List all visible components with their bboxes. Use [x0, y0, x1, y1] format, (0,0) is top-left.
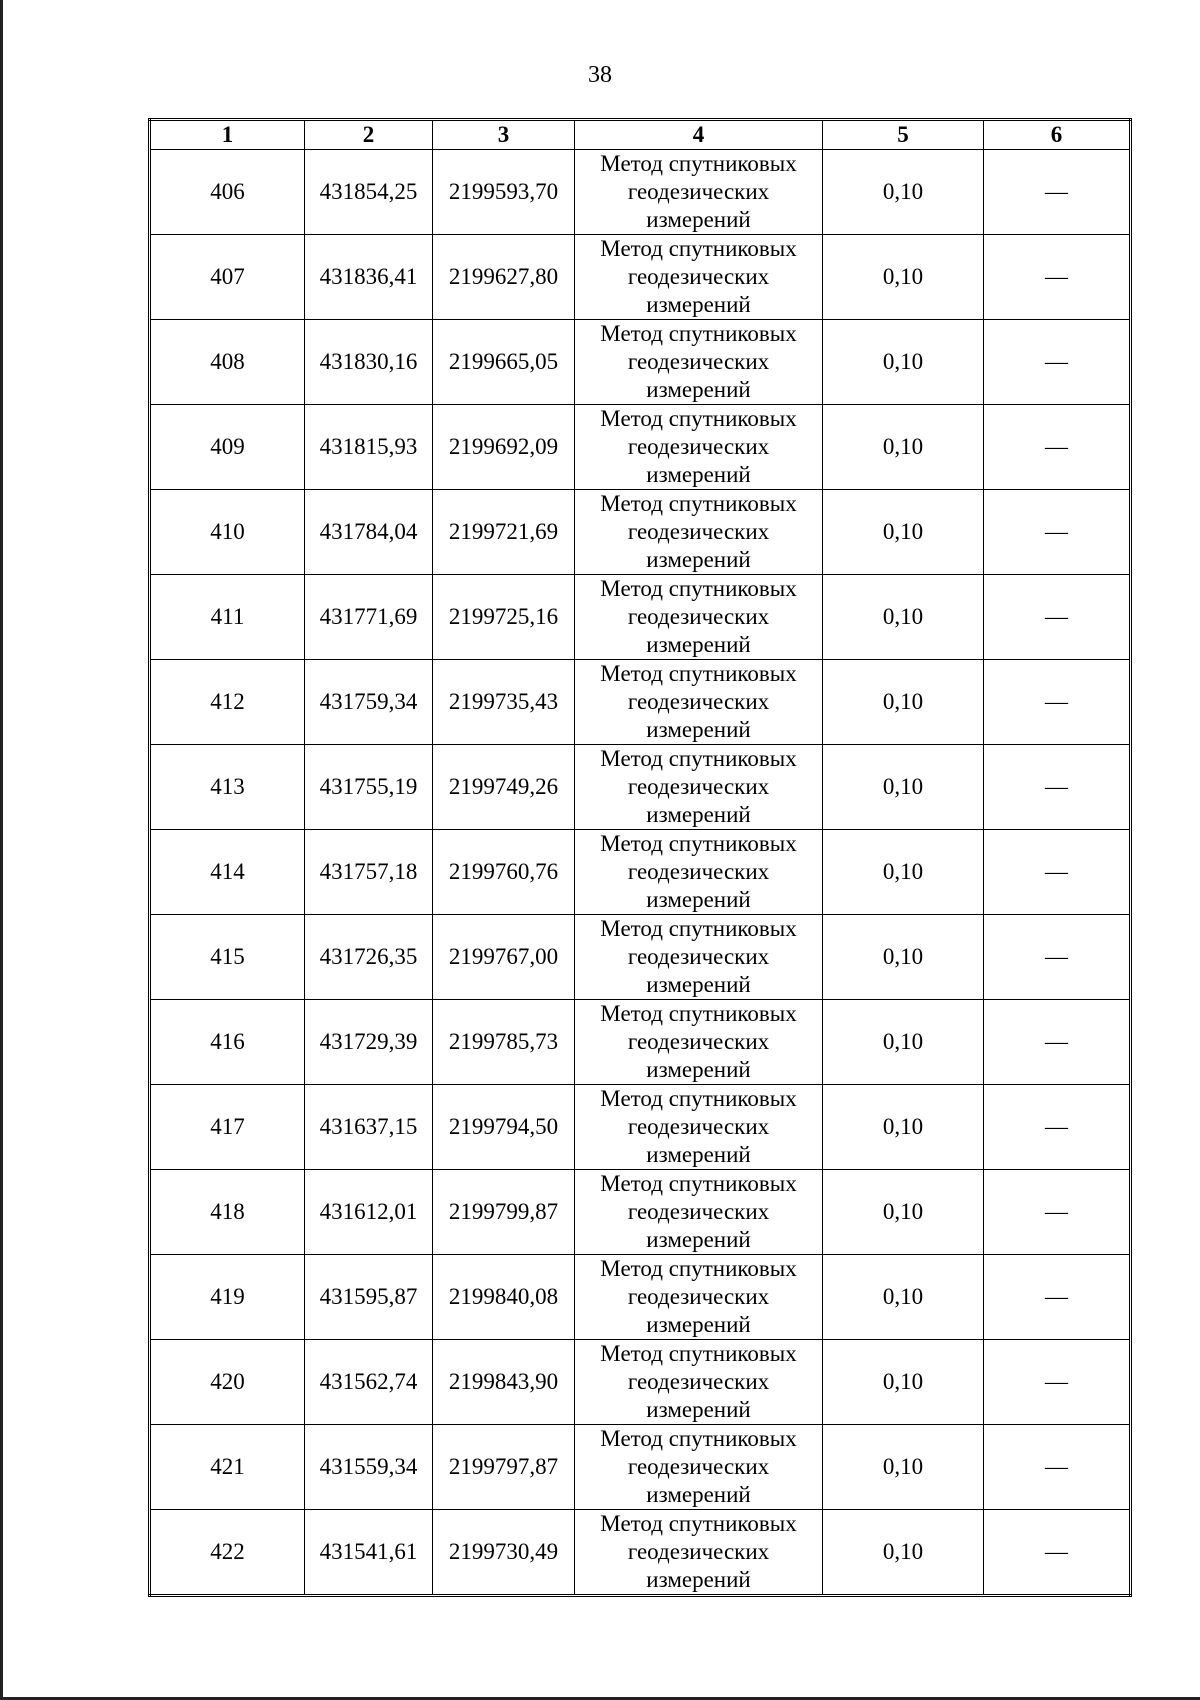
- table-row: [150, 660, 1131, 745]
- accuracy-cell: 0,10: [823, 830, 984, 915]
- table-row: [150, 235, 1131, 320]
- y-coordinate-cell: 2199843,90: [433, 1340, 575, 1425]
- table-row: [150, 1425, 1131, 1510]
- method-line: геодезических: [627, 1539, 770, 1564]
- method-line: Метод спутниковых: [600, 1511, 797, 1536]
- accuracy-cell: 0,10: [823, 745, 984, 830]
- x-coordinate-cell: 431726,35: [305, 915, 433, 1000]
- table-row: [150, 490, 1131, 575]
- method-line: Метод спутниковых: [600, 1001, 797, 1026]
- method-line: измерений: [646, 632, 751, 657]
- accuracy-cell: 0,10: [823, 405, 984, 490]
- method-line: Метод спутниковых: [600, 831, 797, 856]
- point-number-cell: 412: [150, 660, 305, 745]
- column-header: 2: [305, 120, 433, 150]
- method-line: геодезических: [627, 859, 770, 884]
- x-coordinate-cell: 431854,25: [305, 150, 433, 235]
- x-coordinate-cell: 431784,04: [305, 490, 433, 575]
- method-line: измерений: [646, 1142, 751, 1167]
- note-cell: —: [984, 320, 1131, 405]
- point-number-cell: 417: [150, 1085, 305, 1170]
- method-line: измерений: [646, 377, 751, 402]
- method-line: измерений: [646, 207, 751, 232]
- x-coordinate-cell: 431595,87: [305, 1255, 433, 1340]
- point-number-cell: 420: [150, 1340, 305, 1425]
- method-cell: [575, 1340, 823, 1425]
- method-line: измерений: [646, 1057, 751, 1082]
- y-coordinate-cell: 2199797,87: [433, 1425, 575, 1510]
- accuracy-cell: 0,10: [823, 1255, 984, 1340]
- note-cell: —: [984, 235, 1131, 320]
- method-line: Метод спутниковых: [600, 1341, 797, 1366]
- method-line: Метод спутниковых: [600, 1426, 797, 1451]
- method-line: геодезических: [627, 519, 770, 544]
- table-row: [150, 915, 1131, 1000]
- method-line: Метод спутниковых: [600, 321, 797, 346]
- method-line: геодезических: [627, 1369, 770, 1394]
- y-coordinate-cell: 2199725,16: [433, 575, 575, 660]
- x-coordinate-cell: 431771,69: [305, 575, 433, 660]
- method-cell: [575, 1000, 823, 1085]
- point-number-cell: 413: [150, 745, 305, 830]
- note-cell: —: [984, 150, 1131, 235]
- point-number-cell: 418: [150, 1170, 305, 1255]
- accuracy-cell: 0,10: [823, 915, 984, 1000]
- column-header: 5: [823, 120, 984, 150]
- note-cell: —: [984, 1255, 1131, 1340]
- note-cell: —: [984, 1425, 1131, 1510]
- page-edge-left: [0, 0, 3, 1700]
- table-row: [150, 1340, 1131, 1425]
- method-line: геодезических: [627, 264, 770, 289]
- method-line: измерений: [646, 292, 751, 317]
- accuracy-cell: 0,10: [823, 1085, 984, 1170]
- y-coordinate-cell: 2199767,00: [433, 915, 575, 1000]
- method-line: измерений: [646, 462, 751, 487]
- method-line: измерений: [646, 1227, 751, 1252]
- method-cell: [575, 320, 823, 405]
- column-header: 6: [984, 120, 1131, 150]
- method-cell: [575, 575, 823, 660]
- table-row: [150, 405, 1131, 490]
- y-coordinate-cell: 2199665,05: [433, 320, 575, 405]
- y-coordinate-cell: 2199760,76: [433, 830, 575, 915]
- method-line: измерений: [646, 1482, 751, 1507]
- method-cell: [575, 1170, 823, 1255]
- method-line: Метод спутниковых: [600, 661, 797, 686]
- method-cell: [575, 405, 823, 490]
- note-cell: —: [984, 575, 1131, 660]
- column-header: 3: [433, 120, 575, 150]
- method-cell: [575, 830, 823, 915]
- page-number: 38: [588, 62, 612, 88]
- note-cell: —: [984, 490, 1131, 575]
- method-line: геодезических: [627, 604, 770, 629]
- note-cell: —: [984, 1085, 1131, 1170]
- method-cell: [575, 660, 823, 745]
- x-coordinate-cell: 431830,16: [305, 320, 433, 405]
- x-coordinate-cell: 431729,39: [305, 1000, 433, 1085]
- y-coordinate-cell: 2199692,09: [433, 405, 575, 490]
- y-coordinate-cell: 2199799,87: [433, 1170, 575, 1255]
- y-coordinate-cell: 2199749,26: [433, 745, 575, 830]
- accuracy-cell: 0,10: [823, 1170, 984, 1255]
- x-coordinate-cell: 431755,19: [305, 745, 433, 830]
- method-line: Метод спутниковых: [600, 576, 797, 601]
- y-coordinate-cell: 2199785,73: [433, 1000, 575, 1085]
- note-cell: —: [984, 915, 1131, 1000]
- method-line: Метод спутниковых: [600, 1171, 797, 1196]
- method-line: измерений: [646, 717, 751, 742]
- x-coordinate-cell: 431541,61: [305, 1510, 433, 1596]
- table-row: [150, 1510, 1131, 1596]
- method-cell: [575, 1085, 823, 1170]
- table-row: [150, 150, 1131, 235]
- accuracy-cell: 0,10: [823, 660, 984, 745]
- table-row: [150, 1085, 1131, 1170]
- method-cell: [575, 490, 823, 575]
- method-line: измерений: [646, 887, 751, 912]
- method-cell: [575, 1425, 823, 1510]
- accuracy-cell: 0,10: [823, 575, 984, 660]
- table-row: [150, 575, 1131, 660]
- method-line: измерений: [646, 1397, 751, 1422]
- x-coordinate-cell: 431815,93: [305, 405, 433, 490]
- method-line: измерений: [646, 547, 751, 572]
- coordinates-table: [148, 118, 1132, 1597]
- table-row: [150, 830, 1131, 915]
- point-number-cell: 419: [150, 1255, 305, 1340]
- point-number-cell: 408: [150, 320, 305, 405]
- method-line: измерений: [646, 1567, 751, 1592]
- point-number-cell: 411: [150, 575, 305, 660]
- point-number-cell: 421: [150, 1425, 305, 1510]
- y-coordinate-cell: 2199840,08: [433, 1255, 575, 1340]
- point-number-cell: 422: [150, 1510, 305, 1596]
- method-line: Метод спутниковых: [600, 491, 797, 516]
- point-number-cell: 415: [150, 915, 305, 1000]
- point-number-cell: 416: [150, 1000, 305, 1085]
- x-coordinate-cell: 431759,34: [305, 660, 433, 745]
- accuracy-cell: 0,10: [823, 1510, 984, 1596]
- method-line: измерений: [646, 972, 751, 997]
- method-line: геодезических: [627, 1454, 770, 1479]
- table-row: [150, 1000, 1131, 1085]
- note-cell: —: [984, 830, 1131, 915]
- method-cell: [575, 235, 823, 320]
- point-number-cell: 406: [150, 150, 305, 235]
- note-cell: —: [984, 1000, 1131, 1085]
- point-number-cell: 409: [150, 405, 305, 490]
- method-line: Метод спутниковых: [600, 1086, 797, 1111]
- x-coordinate-cell: 431637,15: [305, 1085, 433, 1170]
- y-coordinate-cell: 2199730,49: [433, 1510, 575, 1596]
- note-cell: —: [984, 1510, 1131, 1596]
- accuracy-cell: 0,10: [823, 150, 984, 235]
- method-line: геодезических: [627, 179, 770, 204]
- method-line: геодезических: [627, 944, 770, 969]
- table-header-row: [150, 120, 1131, 150]
- x-coordinate-cell: 431559,34: [305, 1425, 433, 1510]
- method-line: геодезических: [627, 434, 770, 459]
- accuracy-cell: 0,10: [823, 1425, 984, 1510]
- method-line: Метод спутниковых: [600, 916, 797, 941]
- y-coordinate-cell: 2199627,80: [433, 235, 575, 320]
- method-cell: [575, 1255, 823, 1340]
- method-line: геодезических: [627, 1199, 770, 1224]
- note-cell: —: [984, 1170, 1131, 1255]
- method-line: геодезических: [627, 1114, 770, 1139]
- method-line: Метод спутниковых: [600, 1256, 797, 1281]
- x-coordinate-cell: 431757,18: [305, 830, 433, 915]
- note-cell: —: [984, 745, 1131, 830]
- y-coordinate-cell: 2199721,69: [433, 490, 575, 575]
- table-row: [150, 1255, 1131, 1340]
- note-cell: —: [984, 660, 1131, 745]
- y-coordinate-cell: 2199593,70: [433, 150, 575, 235]
- method-line: геодезических: [627, 1029, 770, 1054]
- column-header: 1: [150, 120, 305, 150]
- accuracy-cell: 0,10: [823, 490, 984, 575]
- method-line: Метод спутниковых: [600, 406, 797, 431]
- method-cell: [575, 1510, 823, 1596]
- method-line: геодезических: [627, 1284, 770, 1309]
- method-line: геодезических: [627, 774, 770, 799]
- method-line: Метод спутниковых: [600, 151, 797, 176]
- method-line: геодезических: [627, 689, 770, 714]
- method-line: Метод спутниковых: [600, 236, 797, 261]
- note-cell: —: [984, 405, 1131, 490]
- point-number-cell: 410: [150, 490, 305, 575]
- x-coordinate-cell: 431836,41: [305, 235, 433, 320]
- table-row: [150, 320, 1131, 405]
- x-coordinate-cell: 431612,01: [305, 1170, 433, 1255]
- accuracy-cell: 0,10: [823, 235, 984, 320]
- method-line: измерений: [646, 802, 751, 827]
- accuracy-cell: 0,10: [823, 1000, 984, 1085]
- y-coordinate-cell: 2199794,50: [433, 1085, 575, 1170]
- method-cell: [575, 745, 823, 830]
- method-line: геодезических: [627, 349, 770, 374]
- accuracy-cell: 0,10: [823, 1340, 984, 1425]
- x-coordinate-cell: 431562,74: [305, 1340, 433, 1425]
- method-cell: [575, 150, 823, 235]
- column-header: 4: [575, 120, 823, 150]
- accuracy-cell: 0,10: [823, 320, 984, 405]
- method-line: измерений: [646, 1312, 751, 1337]
- point-number-cell: 407: [150, 235, 305, 320]
- note-cell: —: [984, 1340, 1131, 1425]
- table-row: [150, 745, 1131, 830]
- table-row: [150, 1170, 1131, 1255]
- method-cell: [575, 915, 823, 1000]
- y-coordinate-cell: 2199735,43: [433, 660, 575, 745]
- point-number-cell: 414: [150, 830, 305, 915]
- method-line: Метод спутниковых: [600, 746, 797, 771]
